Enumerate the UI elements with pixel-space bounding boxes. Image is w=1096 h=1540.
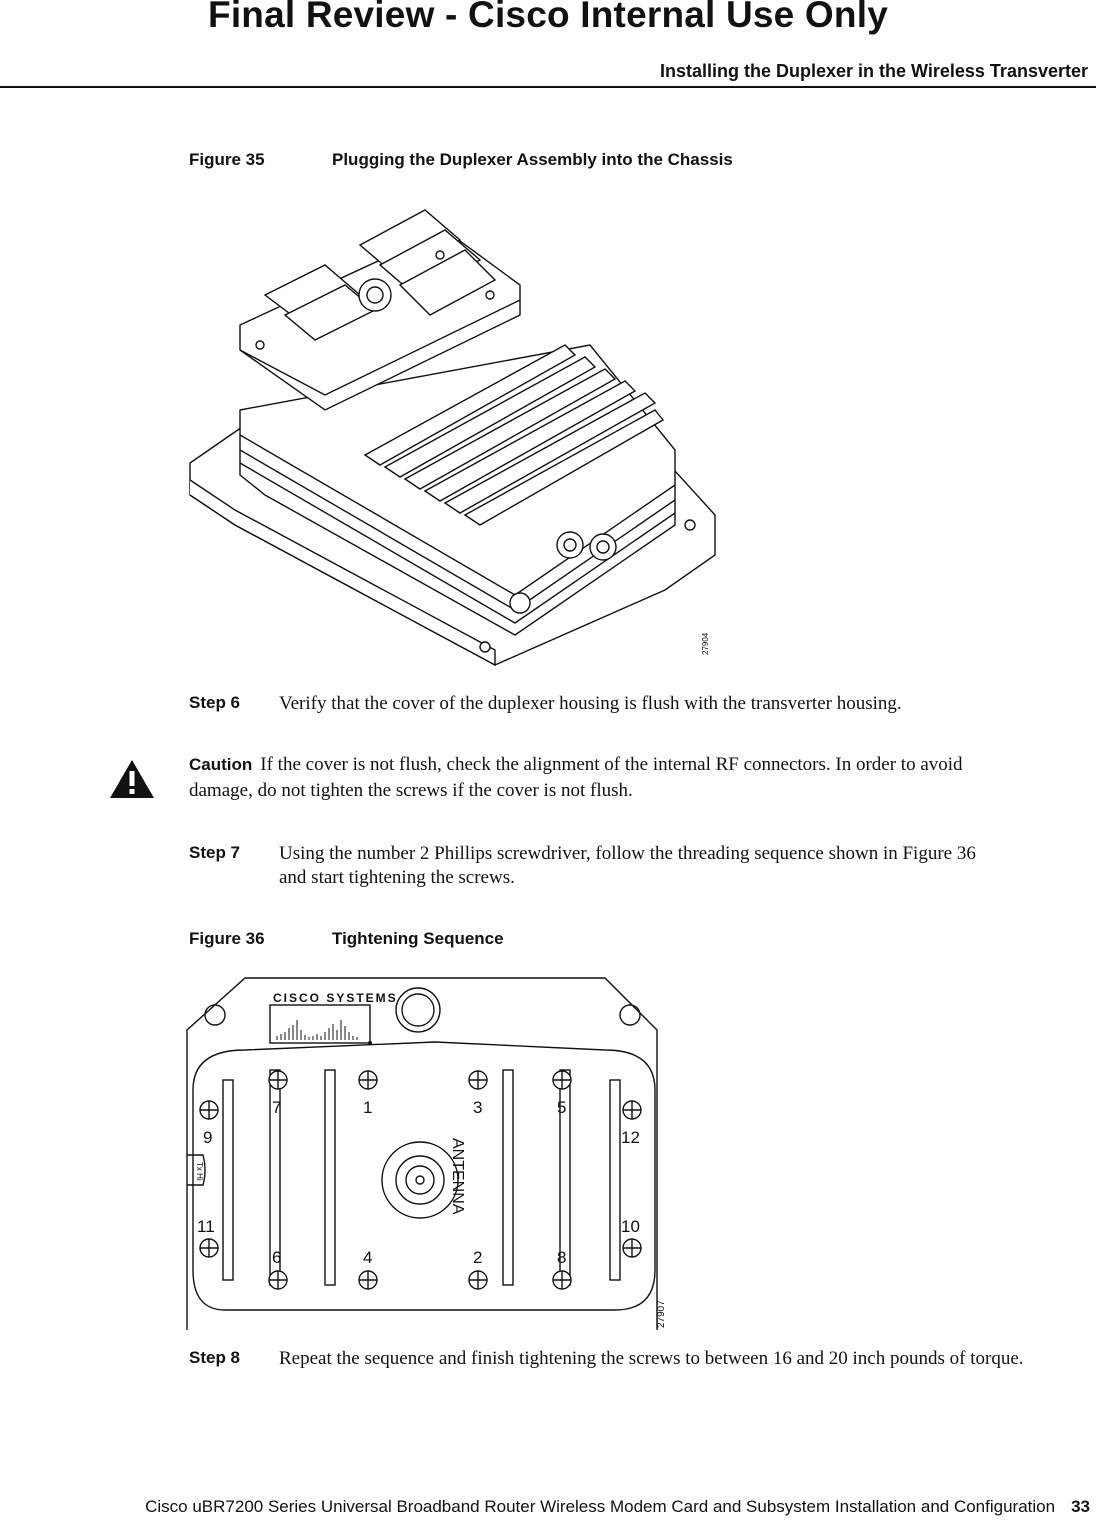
screw-number-2: 2 [473,1248,483,1267]
screw-number-9: 9 [203,1128,213,1147]
warning-triangle-icon [108,758,156,800]
screw-number-10: 10 [621,1217,640,1236]
screw-number-3: 3 [473,1098,483,1117]
figure-35-art-id: 27904 [701,632,710,655]
figure-36-caption [189,929,504,949]
tx-hi-label: Tx Hi [195,1162,204,1181]
screw-number-4: 4 [363,1248,373,1267]
step-6-text: Verify that the cover of the duplexer housing is flush with the transverter housing. [279,693,902,714]
screw-number-5: 5 [557,1098,567,1117]
screw-number-6: 6 [272,1248,282,1267]
screw-number-7: 7 [272,1098,282,1117]
step-6 [189,692,1029,716]
figure-36-number: Figure 36 [189,929,265,948]
step-7 [189,842,989,890]
page-footer [145,1497,1090,1517]
screw-number-8: 8 [557,1248,567,1267]
cisco-logo-text: CISCO SYSTEMS [273,991,398,1005]
figure-35-number: Figure 35 [189,150,265,169]
step-8 [189,1347,1029,1371]
figure-35-illustration [185,195,725,675]
review-banner: Final Review - Cisco Internal Use Only [208,0,888,35]
step-7-label: Step 7 [189,843,241,862]
figure-36-art-id: 27907 [656,1300,667,1328]
screw-number-12: 12 [621,1128,640,1147]
antenna-label: ANTENNA [449,1138,466,1215]
header-rule [0,86,1096,88]
caution-note [189,752,1009,804]
screw-number-1: 1 [363,1098,373,1117]
step-7-text: Using the number 2 Phillips screwdriver, follow the threading sequence shown in Figure 36 and start tightening the screws. [279,843,976,888]
page-number: 33 [1071,1497,1090,1516]
caution-label: Caution [189,755,253,774]
section-title: Installing the Duplexer in the Wireless Transverter [660,61,1088,81]
footer-doc-title: Cisco uBR7200 Series Universal Broadband Router Wireless Modem Card and Subsystem Installation and Configuration [145,1497,1056,1516]
figure-36-illustration [185,970,665,1330]
step-8-label: Step 8 [189,1348,241,1367]
screw-number-11: 11 [197,1217,215,1236]
step-6-label: Step 6 [189,693,241,712]
figure-35-caption [189,150,733,170]
figure-35-title: Plugging the Duplexer Assembly into the Chassis [332,150,733,169]
caution-text: If the cover is not flush, check the alignment of the internal RF connectors. In order to avoid damage, do not tighten the screws if the cover is not flush. [189,754,963,801]
step-8-text: Repeat the sequence and finish tightening the screws to between 16 and 20 inch pounds of torque. [279,1348,1024,1369]
figure-36-title: Tightening Sequence [332,929,504,948]
